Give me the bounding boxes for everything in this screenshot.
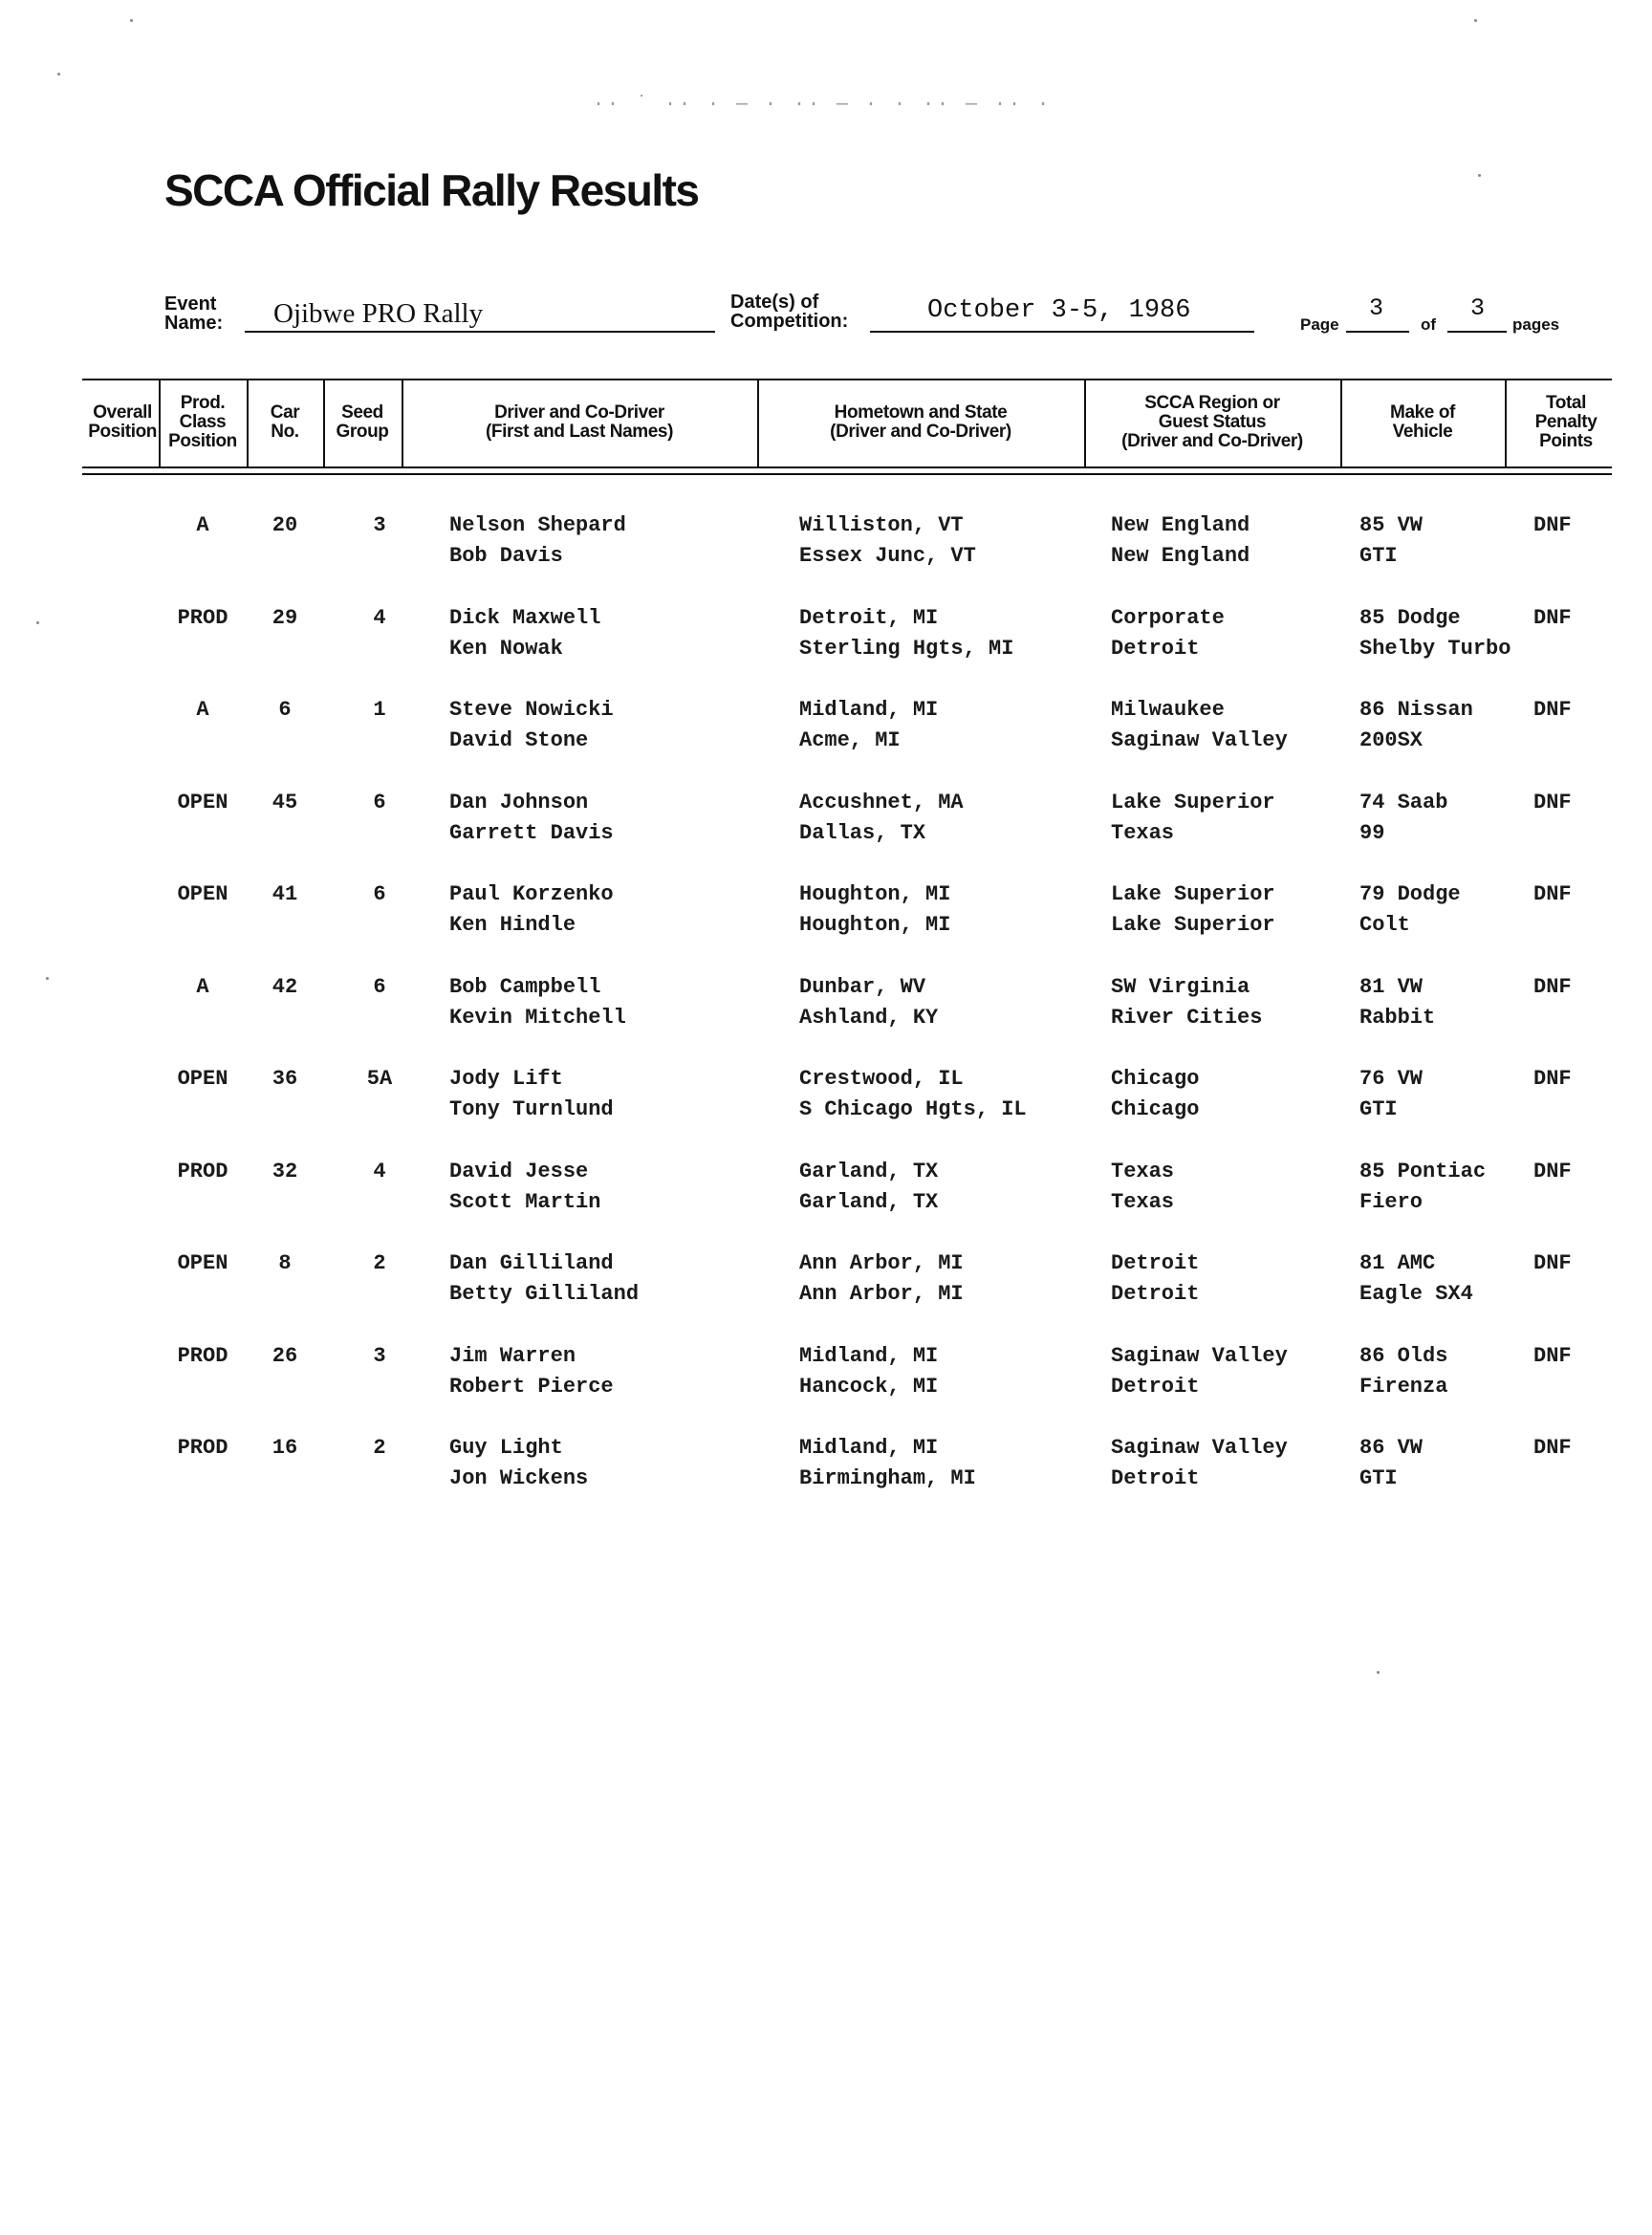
car-number-cell: 6: [278, 698, 292, 722]
car-number-cell: 45: [272, 790, 298, 814]
class-position-cell: OPEN: [177, 1251, 228, 1275]
make-cell: 81 VW: [1359, 974, 1424, 999]
column-header-overall-position: Overall Position: [88, 402, 157, 442]
scan-speck: [1377, 1671, 1380, 1674]
total-points-cell: DNF: [1533, 513, 1572, 537]
driver-name-cell: David Jesse: [449, 1159, 589, 1183]
codriver-hometown-cell: Birmingham, MI: [799, 1466, 976, 1490]
make-cell: 79 Dodge: [1359, 882, 1461, 906]
driver-region-cell: SW Virginia: [1111, 974, 1250, 999]
driver-name-cell: Bob Campbell: [449, 974, 601, 999]
column-header-hometown: Hometown and State (Driver and Co-Driver): [830, 402, 1011, 442]
column-header-total-points: Total Penalty Points: [1534, 393, 1598, 451]
make-cell: 85 Dodge: [1359, 605, 1461, 630]
driver-region-cell: Milwaukee: [1111, 698, 1225, 722]
codriver-region-cell: Lake Superior: [1111, 913, 1275, 937]
table-row: [0, 1248, 1652, 1315]
codriver-hometown-cell: Dallas, TX: [799, 820, 926, 845]
car-number-cell: 36: [272, 1067, 298, 1091]
class-position-cell: A: [196, 513, 209, 537]
column-header-make: Make of Vehicle: [1390, 402, 1455, 442]
driver-hometown-cell: Midland, MI: [799, 1343, 939, 1368]
scan-speck: [46, 977, 49, 980]
codriver-hometown-cell: Essex Junc, VT: [799, 544, 976, 568]
driver-name-cell: Steve Nowicki: [449, 698, 614, 722]
make-cell: 86 Olds: [1359, 1343, 1448, 1368]
seed-group-cell: 2: [373, 1251, 386, 1275]
seed-group-cell: 6: [373, 882, 386, 906]
column-header-class-position: Prod. Class Position: [168, 393, 237, 451]
driver-hometown-cell: Ann Arbor, MI: [799, 1251, 964, 1275]
total-points-cell: DNF: [1533, 1343, 1572, 1368]
of-label: of: [1421, 315, 1437, 334]
total-points-cell: DNF: [1533, 1251, 1572, 1275]
codriver-name-cell: David Stone: [449, 728, 589, 752]
codriver-name-cell: Bob Davis: [449, 544, 563, 568]
codriver-hometown-cell: S Chicago Hgts, IL: [799, 1097, 1027, 1121]
total-points-cell: DNF: [1533, 1067, 1572, 1091]
driver-hometown-cell: Crestwood, IL: [799, 1067, 964, 1091]
model-cell: Fiero: [1359, 1189, 1424, 1214]
driver-region-cell: Saginaw Valley: [1111, 1343, 1288, 1368]
car-number-cell: 16: [272, 1436, 298, 1460]
scan-speck: [1474, 19, 1477, 22]
codriver-region-cell: River Cities: [1111, 1005, 1263, 1030]
driver-hometown-cell: Garland, TX: [799, 1159, 939, 1183]
codriver-hometown-cell: Hancock, MI: [799, 1374, 939, 1399]
column-header-region: SCCA Region or Guest Status (Driver and Co-Driver): [1121, 393, 1303, 451]
model-cell: 200SX: [1359, 728, 1424, 752]
car-number-cell: 32: [272, 1159, 298, 1183]
page-total-underline: [1447, 331, 1507, 333]
driver-name-cell: Dan Gilliland: [449, 1251, 614, 1275]
codriver-region-cell: New England: [1111, 544, 1250, 568]
seed-group-cell: 4: [373, 1159, 386, 1183]
car-number-cell: 26: [272, 1343, 298, 1368]
table-row: [0, 695, 1652, 762]
codriver-region-cell: Detroit: [1111, 1466, 1200, 1490]
car-number-cell: 8: [278, 1251, 292, 1275]
page-title: SCCA Official Rally Results: [164, 165, 699, 215]
header-bottom-rule-2: [82, 473, 1612, 475]
driver-region-cell: Corporate: [1111, 605, 1225, 630]
make-cell: 86 Nissan: [1359, 698, 1473, 722]
codriver-hometown-cell: Ashland, KY: [799, 1005, 939, 1030]
event-name-label: Event Name:: [164, 293, 224, 334]
event-name-underline: [245, 331, 715, 333]
seed-group-cell: 3: [373, 513, 386, 537]
codriver-name-cell: Garrett Davis: [449, 820, 614, 845]
model-cell: Rabbit: [1359, 1005, 1436, 1030]
column-header-driver: Driver and Co-Driver (First and Last Names): [485, 402, 674, 442]
codriver-hometown-cell: Sterling Hgts, MI: [799, 636, 1014, 661]
table-row: [0, 1157, 1652, 1224]
model-cell: GTI: [1359, 544, 1398, 568]
class-position-cell: PROD: [177, 1343, 228, 1368]
make-cell: 85 VW: [1359, 513, 1424, 537]
event-name-value: Ojibwe PRO Rally: [273, 298, 484, 329]
driver-region-cell: Saginaw Valley: [1111, 1436, 1288, 1460]
model-cell: Firenza: [1359, 1374, 1448, 1399]
total-points-cell: DNF: [1533, 790, 1572, 814]
make-cell: 86 VW: [1359, 1436, 1424, 1460]
class-position-cell: PROD: [177, 605, 228, 630]
codriver-hometown-cell: Acme, MI: [799, 728, 901, 752]
codriver-region-cell: Texas: [1111, 1189, 1175, 1214]
header-bottom-rule-1: [82, 467, 1612, 468]
seed-group-cell: 1: [373, 698, 386, 722]
codriver-region-cell: Saginaw Valley: [1111, 728, 1288, 752]
driver-hometown-cell: Midland, MI: [799, 698, 939, 722]
driver-hometown-cell: Midland, MI: [799, 1436, 939, 1460]
table-row: [0, 1433, 1652, 1500]
model-cell: GTI: [1359, 1097, 1398, 1121]
codriver-hometown-cell: Houghton, MI: [799, 913, 951, 937]
class-position-cell: PROD: [177, 1159, 228, 1183]
scan-speck: [57, 73, 60, 76]
driver-region-cell: Texas: [1111, 1159, 1175, 1183]
driver-region-cell: Lake Superior: [1111, 882, 1275, 906]
column-divider: [1505, 379, 1507, 467]
codriver-region-cell: Chicago: [1111, 1097, 1200, 1121]
codriver-name-cell: Kevin Mitchell: [449, 1005, 626, 1030]
dates-label: Date(s) of Competition:: [730, 292, 849, 332]
codriver-name-cell: Ken Nowak: [449, 636, 563, 661]
total-points-cell: DNF: [1533, 882, 1572, 906]
page-total-value: 3: [1470, 294, 1486, 322]
codriver-name-cell: Tony Turnlund: [449, 1097, 614, 1121]
column-header-seed-group: Seed Group: [336, 402, 389, 442]
column-header-car-no: Car No.: [270, 402, 300, 442]
make-cell: 85 Pontiac: [1359, 1159, 1487, 1183]
class-position-cell: A: [196, 698, 209, 722]
make-cell: 76 VW: [1359, 1067, 1424, 1091]
page-number-value: 3: [1369, 294, 1384, 322]
total-points-cell: DNF: [1533, 698, 1572, 722]
class-position-cell: OPEN: [177, 1067, 228, 1091]
seed-group-cell: 6: [373, 974, 386, 999]
driver-region-cell: New England: [1111, 513, 1250, 537]
codriver-region-cell: Detroit: [1111, 1374, 1200, 1399]
make-cell: 74 Saab: [1359, 790, 1448, 814]
make-cell: 81 AMC: [1359, 1251, 1436, 1275]
pages-label: pages: [1512, 315, 1560, 334]
car-number-cell: 42: [272, 974, 298, 999]
total-points-cell: DNF: [1533, 605, 1572, 630]
table-row: [0, 1064, 1652, 1131]
codriver-name-cell: Jon Wickens: [449, 1466, 589, 1490]
table-row: [0, 972, 1652, 1039]
driver-name-cell: Paul Korzenko: [449, 882, 614, 906]
codriver-name-cell: Betty Gilliland: [449, 1282, 640, 1306]
driver-region-cell: Lake Superior: [1111, 790, 1275, 814]
model-cell: Shelby Turbo: [1359, 636, 1511, 661]
seed-group-cell: 5A: [366, 1067, 393, 1091]
page-label: Page: [1300, 315, 1339, 334]
class-position-cell: OPEN: [177, 790, 228, 814]
codriver-hometown-cell: Ann Arbor, MI: [799, 1282, 964, 1306]
car-number-cell: 20: [272, 513, 298, 537]
seed-group-cell: 6: [373, 790, 386, 814]
codriver-name-cell: Robert Pierce: [449, 1374, 614, 1399]
driver-name-cell: Jody Lift: [449, 1067, 563, 1091]
car-number-cell: 29: [272, 605, 298, 630]
table-row: [0, 1341, 1652, 1408]
page-number-underline: [1346, 331, 1409, 333]
model-cell: 99: [1359, 820, 1385, 845]
class-position-cell: A: [196, 974, 209, 999]
scan-speck: [36, 621, 39, 624]
codriver-name-cell: Scott Martin: [449, 1189, 601, 1214]
codriver-region-cell: Detroit: [1111, 1282, 1200, 1306]
model-cell: Eagle SX4: [1359, 1282, 1473, 1306]
scan-speck: [130, 19, 133, 22]
seed-group-cell: 4: [373, 605, 386, 630]
model-cell: GTI: [1359, 1466, 1398, 1490]
driver-hometown-cell: Accushnet, MA: [799, 790, 964, 814]
car-number-cell: 41: [272, 882, 298, 906]
driver-region-cell: Detroit: [1111, 1251, 1200, 1275]
driver-hometown-cell: Detroit, MI: [799, 605, 939, 630]
driver-region-cell: Chicago: [1111, 1067, 1200, 1091]
total-points-cell: DNF: [1533, 1436, 1572, 1460]
scan-speck: [1478, 174, 1481, 177]
model-cell: Colt: [1359, 913, 1410, 937]
driver-hometown-cell: Dunbar, WV: [799, 974, 926, 999]
scan-noise: ·· ˙ ·· · — · ·· — · · ·· — ·· ·: [593, 94, 1053, 116]
driver-name-cell: Dick Maxwell: [449, 605, 601, 630]
seed-group-cell: 2: [373, 1436, 386, 1460]
class-position-cell: PROD: [177, 1436, 228, 1460]
driver-hometown-cell: Houghton, MI: [799, 882, 951, 906]
table-row: [0, 603, 1652, 670]
total-points-cell: DNF: [1533, 974, 1572, 999]
table-row: [0, 788, 1652, 855]
driver-name-cell: Nelson Shepard: [449, 513, 626, 537]
seed-group-cell: 3: [373, 1343, 386, 1368]
class-position-cell: OPEN: [177, 882, 228, 906]
driver-hometown-cell: Williston, VT: [799, 513, 964, 537]
codriver-region-cell: Texas: [1111, 820, 1175, 845]
total-points-cell: DNF: [1533, 1159, 1572, 1183]
codriver-name-cell: Ken Hindle: [449, 913, 576, 937]
codriver-hometown-cell: Garland, TX: [799, 1189, 939, 1214]
dates-underline: [870, 331, 1254, 333]
driver-name-cell: Guy Light: [449, 1436, 563, 1460]
driver-name-cell: Jim Warren: [449, 1343, 576, 1368]
codriver-region-cell: Detroit: [1111, 636, 1200, 661]
dates-value: October 3-5, 1986: [927, 296, 1191, 325]
table-row: [0, 879, 1652, 946]
table-row: [0, 510, 1652, 577]
driver-name-cell: Dan Johnson: [449, 790, 589, 814]
